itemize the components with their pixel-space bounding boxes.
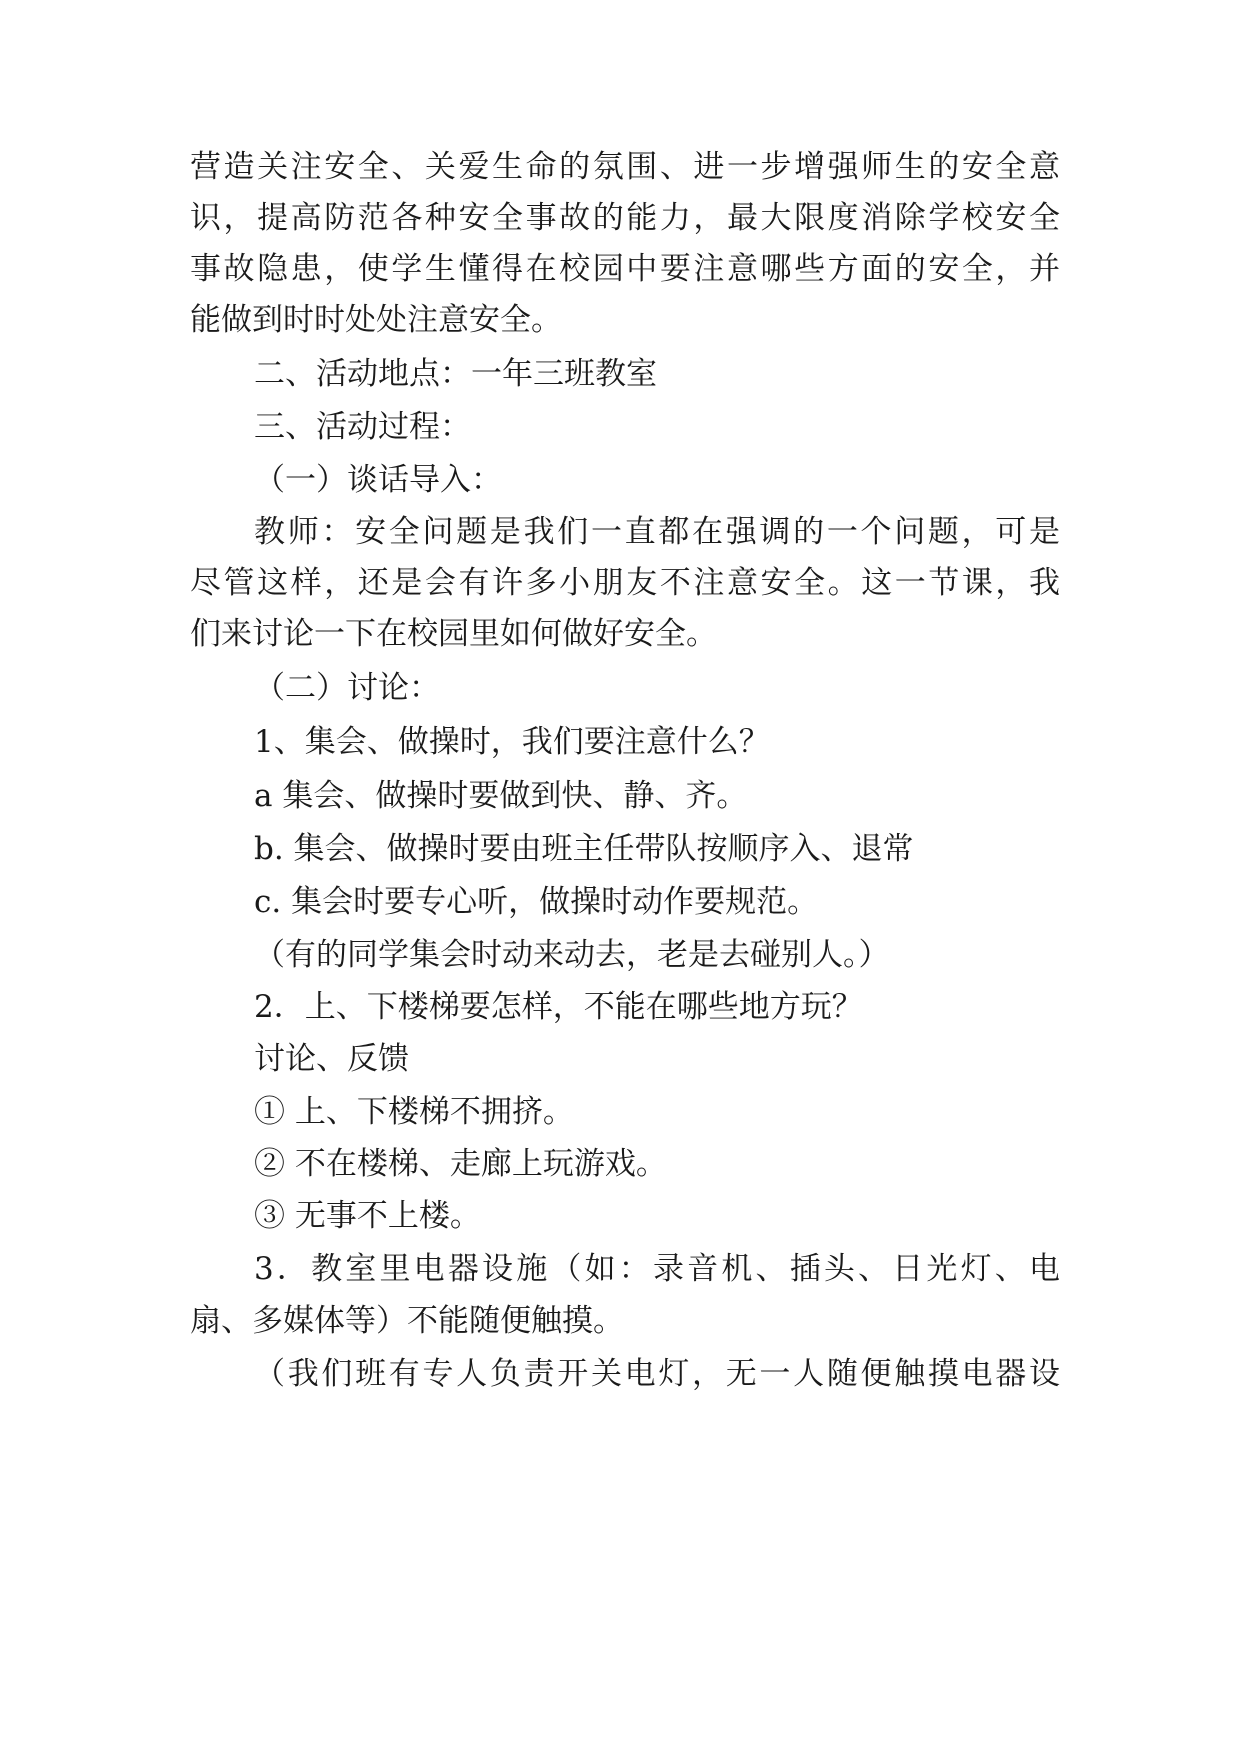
paragraph-line: 识，提高防范各种安全事故的能力，最大限度消除学校安全 [190,200,1060,236]
note-line: （我们班有专人负责开关电灯，无一人随便触摸电器设 [254,1356,1060,1392]
list-item: 讨论、反馈 [254,1041,409,1077]
paragraph-line: 能做到时时处处注意安全。 [190,302,562,338]
subsection-heading: （二）讨论： [254,670,440,706]
subsection-heading: （一）谈话导入： [254,462,502,498]
paragraph-line: 3．教室里电器设施（如：录音机、插头、日光灯、电 [254,1251,1060,1287]
paragraph-line: 事故隐患，使学生懂得在校园中要注意哪些方面的安全，并 [190,251,1060,287]
list-item: b. 集会、做操时要由班主任带队按顺序入、退常 [254,831,914,867]
paragraph-line: 扇、多媒体等）不能随便触摸。 [190,1303,624,1339]
paragraph-line: 营造关注安全、关爱生命的氛围、进一步增强师生的安全意 [190,149,1060,185]
paragraph-line: 们来讨论一下在校园里如何做好安全。 [190,616,717,652]
list-item: c. 集会时要专心听，做操时动作要规范。 [254,884,819,920]
paragraph-line: 教师：安全问题是我们一直都在强调的一个问题，可是 [254,514,1060,550]
list-item: a 集会、做操时要做到快、静、齐。 [254,778,748,814]
list-item: ① 上、下楼梯不拥挤。 [254,1094,574,1130]
list-item: 2．上、下楼梯要怎样，不能在哪些地方玩？ [254,989,863,1025]
section-heading: 二、活动地点：一年三班教室 [254,356,657,392]
section-heading: 三、活动过程： [254,409,471,445]
paragraph-line: 尽管这样，还是会有许多小朋友不注意安全。这一节课，我 [190,565,1060,601]
list-item: ② 不在楼梯、走廊上玩游戏。 [254,1146,667,1182]
list-item: 1、集会、做操时，我们要注意什么？ [254,724,770,760]
list-item: ③ 无事不上楼。 [254,1198,481,1234]
note-line: （有的同学集会时动来动去，老是去碰别人。） [254,937,890,973]
